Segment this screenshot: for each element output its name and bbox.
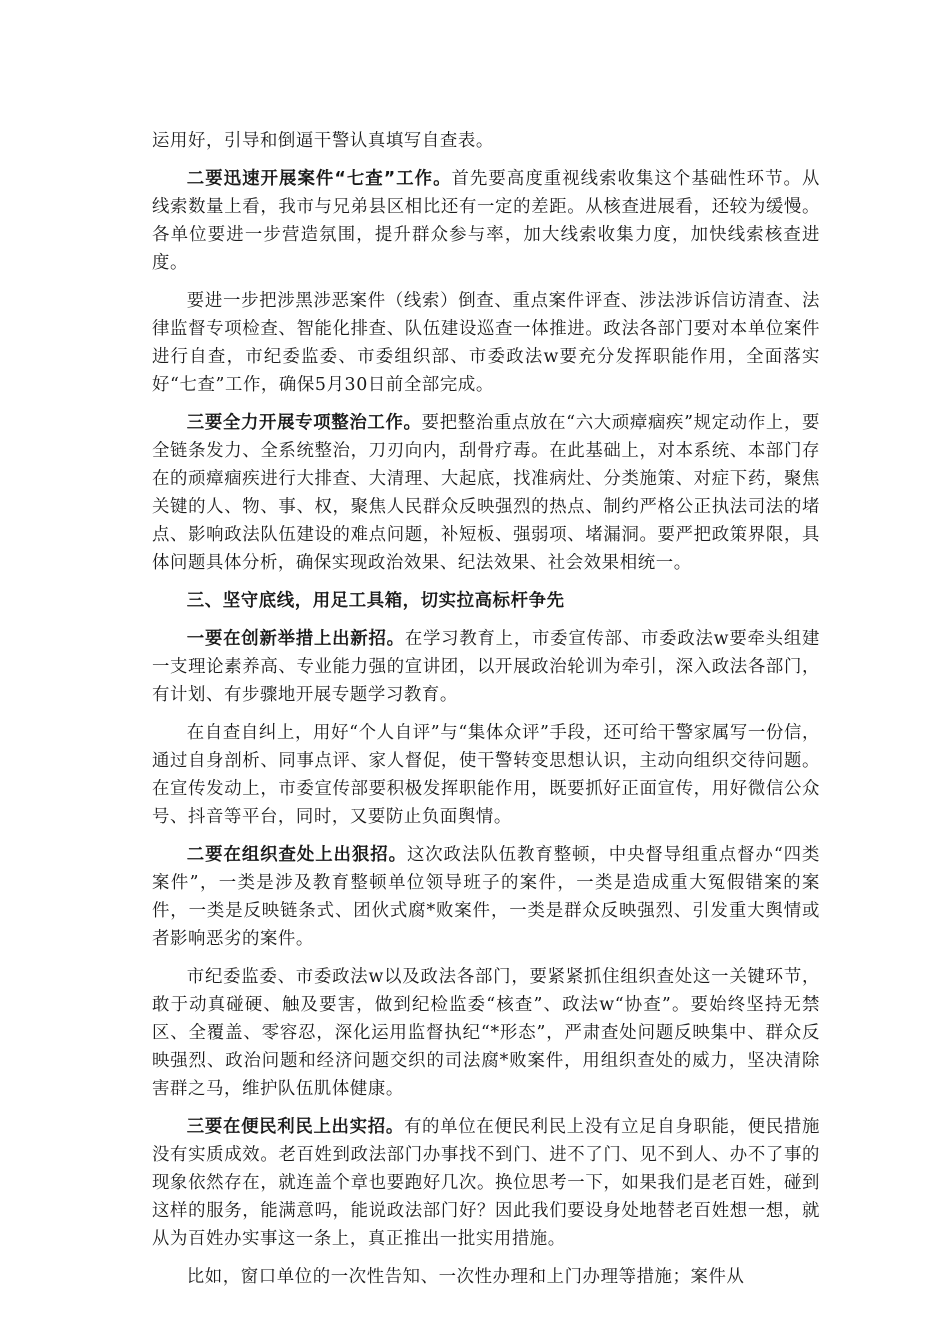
paragraph-7: [152, 719, 820, 831]
paragraph-text: 在自查自纠上，用好“个人自评”与“集体众评”手段，还可给干警家属写一份信，通过自身剖析、同事点评、家人督促，使干警转变思想认识，主动向组织交待问题。在宣传发动上，市委宣传部要积极发挥职能作用，既要抓好正面宣传，用好微信公众号、抖音等平台，同时，又要防止负面舆情。: [152, 723, 820, 827]
paragraph-1: [152, 127, 820, 155]
paragraph-lead: 二要在组织查处上出狠招。: [186, 845, 407, 865]
section-heading: 三、坚守底线，用足工具箱，切实拉高标杆争先: [186, 591, 565, 611]
paragraph-text: 这次政法队伍教育整顿，中央督导组重点督办“四类案件”，一类是涉及教育整顿单位领导班子的案件，一类是造成重大冤假错案的案件，一类是反映链条式、团伙式腐*败案件，一类是群众反映强烈、引发重大舆情或者影响恶劣的案件。: [152, 845, 820, 949]
paragraph-lead: 三要在便民利民上出实招。: [186, 1117, 404, 1137]
paragraph-text: 运用好，引导和倒逼干警认真填写自查表。: [152, 131, 494, 151]
paragraph-8: [152, 841, 820, 953]
paragraph-text: 首先要高度重视线索收集这个基础性环节。从线索数量上看，我市与兄弟县区相比还有一定的差距。从核查进展看，还较为缓慢。各单位要进一步营造氛围，提升群众参与率，加大线索收集力度，加快线索核查进度。: [152, 169, 820, 273]
paragraph-10: [152, 1113, 820, 1253]
paragraph-4: [152, 409, 820, 577]
document-page: [152, 127, 820, 1301]
paragraph-text: 比如，窗口单位的一次性告知、一次性办理和上门办理等措施；案件从: [186, 1267, 745, 1287]
paragraph-text: 市纪委监委、市委政法w以及政法各部门，要紧紧抓住组织查处这一关键环节，敢于动真碰硬、触及要害，做到纪检监委“核查”、政法w“协查”。要始终坚持无禁区、全覆盖、零容忍，深化运用监督执纪“*形态”，严肃查处问题反映集中、群众反映强烈、政治问题和经济问题交织的司法腐*败案件，用组织查处的威力，坚决清除害群之马，维护队伍肌体健康。: [152, 967, 820, 1099]
paragraph-11: [152, 1263, 820, 1291]
paragraph-6: [152, 625, 820, 709]
paragraph-3: [152, 287, 820, 399]
paragraph-text: 在学习教育上，市委宣传部、市委政法w要牵头组建一支理论素养高、专业能力强的宣讲团，以开展政治轮训为牵引，深入政法各部门，有计划、有步骤地开展专题学习教育。: [152, 629, 820, 705]
paragraph-text: 要进一步把涉黑涉恶案件（线索）倒查、重点案件评查、涉法涉诉信访清查、法律监督专项检查、智能化排查、队伍建设巡查一体推进。政法各部门要对本单位案件进行自查，市纪委监委、市委组织部、市委政法w要充分发挥职能作用，全面落实好“七查”工作，确保5月30日前全部完成。: [152, 291, 820, 395]
paragraph-lead: 一要在创新举措上出新招。: [186, 629, 405, 649]
paragraph-text: 要把整治重点放在“六大顽瘴痼疾”规定动作上，要全链条发力、全系统整治，刀刃向内，刮骨疗毒。在此基础上，对本系统、本部门存在的顽瘴痼疾进行大排查、大清理、大起底，找准病灶、分类施策、对症下药，聚焦关键的人、物、事、权，聚焦人民群众反映强烈的热点、制约严格公正执法司法的堵点、影响政法队伍建设的难点问题，补短板、强弱项、堵漏洞。要严把政策界限，具体问题具体分析，确保实现政治效果、纪法效果、社会效果相统一。: [152, 413, 820, 573]
paragraph-9: [152, 963, 820, 1103]
paragraph-lead: 三要全力开展专项整治工作。: [186, 413, 422, 433]
paragraph-lead: 二要迅速开展案件“七查”工作。: [186, 169, 452, 189]
paragraph-2: [152, 165, 820, 277]
paragraph-text: 有的单位在便民利民上没有立足自身职能，便民措施没有实质成效。老百姓到政法部门办事找不到门、进不了门、见不到人、办不了事的现象依然存在，就连盖个章也要跑好几次。换位思考一下，如果我们是老百姓，碰到这样的服务，能满意吗，能说政法部门好？因此我们要设身处地替老百姓想一想，就从为百姓办实事这一条上，真正推出一批实用措施。: [152, 1117, 820, 1249]
